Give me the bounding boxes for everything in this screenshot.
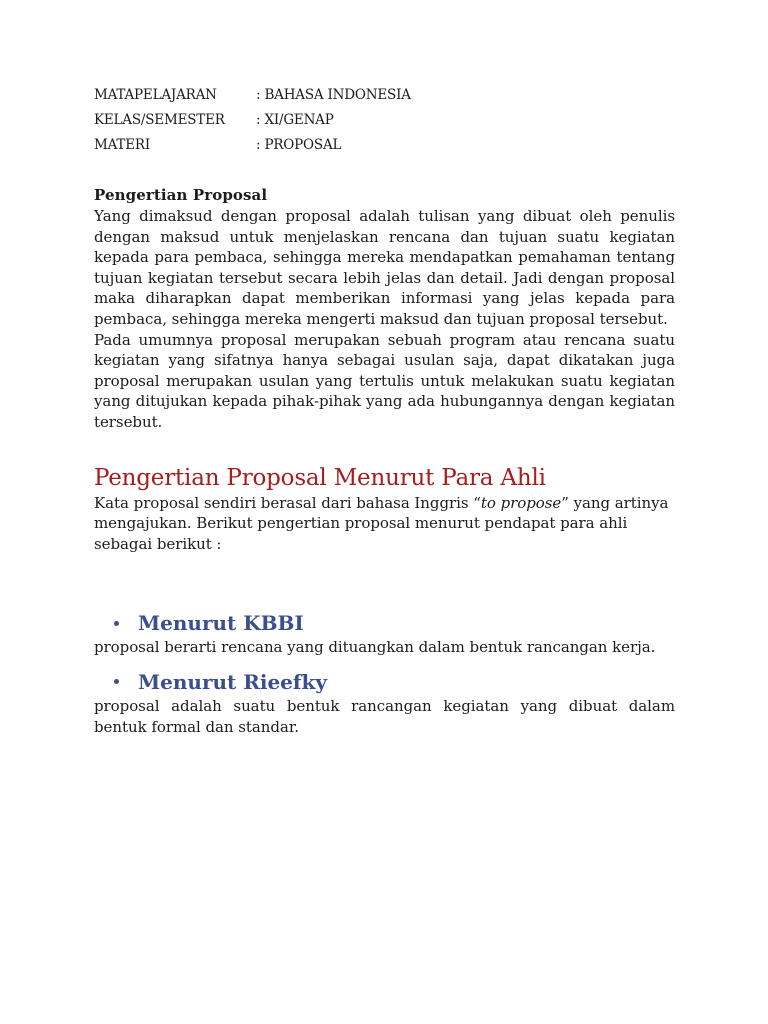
- bullet-title: Menurut Rieefky: [138, 669, 327, 694]
- definition-paragraph-1: Yang dimaksud dengan proposal adalah tulisan yang dibuat oleh penulis dengan maksud untuk menjelaskan rencana dan tujuan suatu kegiatan kepada para pembaca, sehingga mereka mendapatkan pemahaman tentang tujuan kegiatan tersebut secara lebih jelas dan detail. Jadi dengan proposal maka diharapkan dapat memberikan informasi yang jelas kepada para pembaca, sehingga mereka mengerti maksud dan tujuan proposal tersebut.: [94, 207, 675, 328]
- subject-value: : BAHASA INDONESIA: [256, 87, 411, 103]
- intro-italic-term: to propose: [480, 493, 562, 512]
- material-label: MATERI: [94, 137, 150, 153]
- bullet-item-kbbi: [114, 609, 675, 637]
- section-heading-definition: Pengertian Proposal: [94, 186, 268, 204]
- experts-intro-paragraph: [94, 493, 675, 555]
- subject-label: MATAPELAJARAN: [94, 87, 217, 103]
- subject-info-table: [94, 83, 675, 158]
- bullet-text-rieefky: proposal adalah suatu bentuk rancangan kegiatan yang dibuat dalam bentuk formal dan standar.: [94, 696, 675, 736]
- bullet-title: Menurut KBBI: [138, 611, 304, 636]
- document-page: [94, 83, 675, 737]
- subject-info-row: [94, 83, 675, 108]
- bullet-text-kbbi: proposal berarti rencana yang dituangkan dalam bentuk rancangan kerja.: [94, 638, 656, 657]
- definition-paragraph-2: Pada umumnya proposal merupakan sebuah program atau rencana suatu kegiatan yang sifatnya hanya sebagai usulan saja, dapat dikatakan juga proposal merupakan usulan yang tertulis untuk melakukan suatu kegiatan yang ditujukan kepada pihak-pihak yang ada hubungannya dengan kegiatan tersebut.: [94, 330, 675, 431]
- section-heading-experts: Pengertian Proposal Menurut Para Ahli: [94, 464, 546, 491]
- material-info-row: [94, 133, 675, 158]
- bullet-dot-icon: [114, 621, 119, 626]
- intro-text-start: Kata proposal sendiri berasal dari bahasa Inggris “: [94, 493, 481, 512]
- class-info-row: [94, 108, 675, 133]
- bullet-item-rieefky: [114, 668, 675, 696]
- class-value: : XI/GENAP: [256, 112, 334, 128]
- bullet-dot-icon: [114, 679, 119, 684]
- class-label: KELAS/SEMESTER: [94, 112, 225, 128]
- intro-text-end: ” yang artinya mengajukan. Berikut pengertian proposal menurut pendapat para ahli sebagai berikut :: [94, 493, 669, 553]
- material-value: : PROPOSAL: [256, 137, 342, 153]
